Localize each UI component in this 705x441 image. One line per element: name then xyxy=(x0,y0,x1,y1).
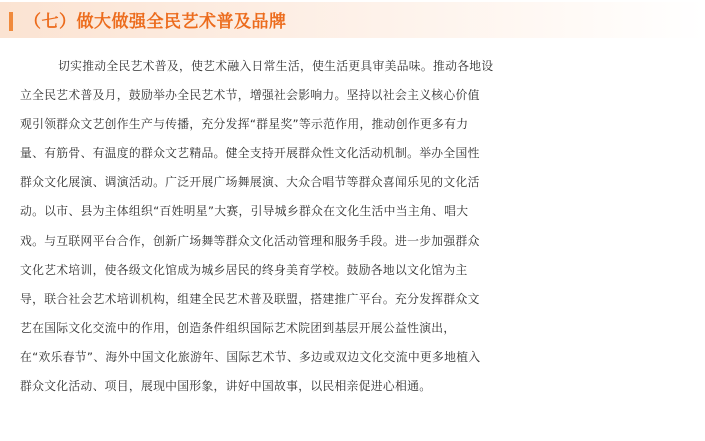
section-heading-bar xyxy=(0,2,705,38)
paragraph-line: 切实推动全民艺术普及，使艺术融入日常生活，使生活更具审美品味。推动各地设 xyxy=(58,59,494,73)
heading-accent-marker xyxy=(9,12,13,31)
paragraph-line: 立全民艺术普及月，鼓励举办全民艺术节，增强社会影响力。坚持以社会主义核心价值 xyxy=(20,88,480,103)
section-heading: （七）做大做强全民艺术普及品牌 xyxy=(24,12,287,32)
paragraph-line: 文化艺术培训，使各级文化馆成为城乡居民的终身美育学校。鼓励各地以文化馆为主 xyxy=(20,262,468,277)
paragraph-line: 观引领群众文艺创作生产与传播，充分发挥“群星奖”等示范作用，推动创作更多有力 xyxy=(20,117,469,132)
paragraph-line: 导，联合社会艺术培训机构，组建全民艺术普及联盟，搭建推广平台。充分发挥群众文 xyxy=(20,291,480,306)
paragraph-line: 群众文化展演、调演活动。广泛开展广场舞展演、大众合唱节等群众喜闻乐见的文化活 xyxy=(20,175,480,190)
paragraph-line: 动。以市、县为主体组织“百姓明星”大赛，引导城乡群众在文化生活中当主角、唱大 xyxy=(20,204,469,219)
paragraph-line: 量、有筋骨、有温度的群众文艺精品。健全支持开展群众性文化活动机制。举办全国性 xyxy=(20,146,480,161)
paragraph-line: 艺在国际文化交流中的作用，创造条件组织国际艺术院团到基层开展公益性演出， xyxy=(20,320,456,335)
paragraph-line: 在“欢乐春节”、海外中国文化旅游年、国际艺术节、多边或双边文化交流中更多地植入 xyxy=(20,349,481,364)
paragraph-line: 群众文化活动、项目，展现中国形象，讲好中国故事，以民相亲促进心相通。 xyxy=(20,379,432,394)
body-paragraph xyxy=(20,52,690,401)
paragraph-line: 戏。与互联网平台合作，创新广场舞等群众文化活动管理和服务手段。进一步加强群众 xyxy=(20,233,480,248)
